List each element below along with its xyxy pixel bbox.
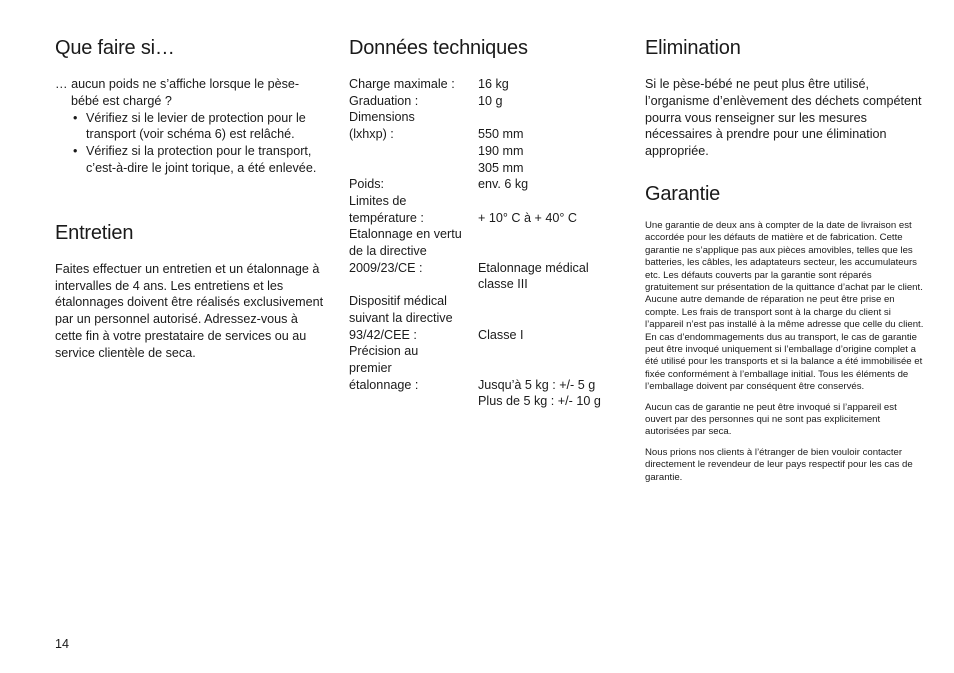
donnees-heading: Données techniques [349, 37, 528, 59]
spec-value: Etalonnage médical [478, 260, 589, 275]
spec-value: 16 kg [478, 77, 509, 91]
spec-value [478, 193, 601, 210]
table-row [349, 393, 601, 410]
spec-value: + 10° C à + 40° C [478, 210, 577, 225]
garantie-heading: Garantie [645, 182, 721, 205]
garantie-paragraph: Nous prions nos clients à l’étranger de bien vouloir contacter directement le revendeur de leur pays respectif pour les cas de garantie. [645, 446, 913, 483]
middle-column [349, 36, 624, 410]
spec-label: (lxhxp) : [349, 127, 394, 142]
spec-label [349, 276, 478, 293]
section-entretien [55, 221, 325, 362]
table-row [349, 160, 601, 177]
spec-label: premier [349, 360, 392, 375]
spec-value: 550 mm [478, 127, 524, 142]
table-row [349, 176, 601, 193]
que-faire-condition: … aucun poids ne s’affiche lorsque le pèse-bébé est chargé ? [55, 77, 300, 108]
spec-value [478, 243, 601, 260]
spec-label: Dispositif médical [349, 294, 447, 309]
spec-value: Classe I [478, 327, 524, 342]
spec-value: Plus de 5 kg : +/- 10 g [478, 394, 601, 409]
table-row [349, 226, 601, 243]
page-number: 14 [55, 637, 70, 651]
spec-value [478, 360, 601, 377]
table-row [349, 310, 601, 327]
left-column [55, 36, 325, 362]
spec-label: 2009/23/CE : [349, 260, 423, 275]
spec-value: env. 6 kg [478, 177, 529, 192]
table-row [349, 76, 601, 93]
que-faire-heading: Que faire si… [55, 37, 175, 59]
spec-label: suivant la directive [349, 310, 453, 325]
table-row [349, 143, 601, 160]
spec-value: 10 g [478, 93, 503, 108]
table-row [349, 377, 601, 394]
spec-label: Charge maximale : [349, 77, 455, 91]
entretien-text: Faites effectuer un entretien et un étalonnage à intervalles de 4 ans. Les entretiens et les étalonnages doivent être réalisés exclusivement par un personnel autorisé. Adressez-vous à cette fin à votre prestataire de services ou au service clientèle de seca. [55, 261, 324, 360]
spec-value: Jusqu’à 5 kg : +/- 5 g [478, 377, 596, 392]
spec-label: Précision au [349, 344, 419, 359]
table-row [349, 93, 601, 110]
spec-value [478, 109, 601, 126]
garantie-paragraph: Une garantie de deux ans à compter de la date de livraison est accordée pour les défauts de matière et de fabrication. Cette garantie ne s’applique pas aux pièces amovibles, telles que les batteries, les câbles, les adaptateurs secteur, les accumulateurs etc. Les défauts couverts par la garantie sont réparés gratuitement sur présentation de la quittance d’achat par le client. Aucune autre demande de réparation ne peut être prise en compte. Les frais de transport sont à la charge du client si l’appareil n’est pas installé à la même adresse que celle du client. En cas d’endommagements dus au transport, le cas de garantie peut être invoqué uniquement si l’emballage d’origine complet a été utilisé pour les transports et si la balance a été immobilisée et fixée conformément à l’emballage initial. Tous les éléments de l’emballage doivent par conséquent être conservés. [645, 219, 924, 393]
spec-label [349, 160, 478, 177]
table-row [349, 260, 601, 277]
table-row [349, 193, 601, 210]
table-row [349, 327, 601, 344]
spec-value [478, 310, 601, 327]
table-row [349, 243, 601, 260]
table-row [349, 210, 601, 227]
spec-value: 190 mm [478, 143, 524, 158]
table-row [349, 293, 601, 310]
spec-label: Etalonnage en vertu [349, 227, 462, 242]
spec-label: Limites de [349, 193, 407, 208]
spec-label: Poids: [349, 177, 385, 192]
elimination-heading: Elimination [645, 37, 741, 59]
spec-label: de la directive [349, 244, 427, 259]
spec-label [349, 143, 478, 160]
spec-label: Dimensions [349, 110, 415, 125]
table-row [349, 343, 601, 360]
spec-label [349, 393, 478, 410]
entretien-heading: Entretien [55, 221, 134, 244]
table-row [349, 360, 601, 377]
section-garantie [645, 182, 925, 484]
right-column [645, 36, 925, 492]
list-item: • Vérifiez si le levier de protection pour le transport (voir schéma 6) est relâché. [86, 110, 325, 144]
list-item: • Vérifiez si la protection pour le transport, c’est-à-dire le joint torique, a été enlevée. [86, 143, 325, 177]
spec-label: Graduation : [349, 93, 419, 108]
spec-value [478, 343, 601, 360]
spec-value: classe III [478, 277, 528, 292]
table-row [349, 276, 601, 293]
elimination-text: Si le pèse-bébé ne peut plus être utilisé, l’organisme d’enlèvement des déchets compétent pourra vous renseigner sur les mesures nécessaires à prendre pour une élimination appropriée. [645, 77, 922, 159]
spec-label: température : [349, 210, 424, 225]
que-faire-bullet-list [55, 110, 325, 177]
spec-value: 305 mm [478, 160, 524, 175]
spec-label: étalonnage : [349, 377, 419, 392]
section-que-faire [55, 36, 325, 177]
table-row [349, 126, 601, 143]
table-row [349, 109, 601, 126]
specifications-table [349, 76, 601, 410]
spec-label: 93/42/CEE : [349, 327, 417, 342]
garantie-paragraph: Aucun cas de garantie ne peut être invoqué si l’appareil est ouvert par des personnes qui ne sont pas explicitement autorisées par seca. [645, 401, 897, 438]
spec-value [478, 226, 601, 243]
spec-value [478, 293, 601, 310]
section-elimination [645, 36, 925, 160]
